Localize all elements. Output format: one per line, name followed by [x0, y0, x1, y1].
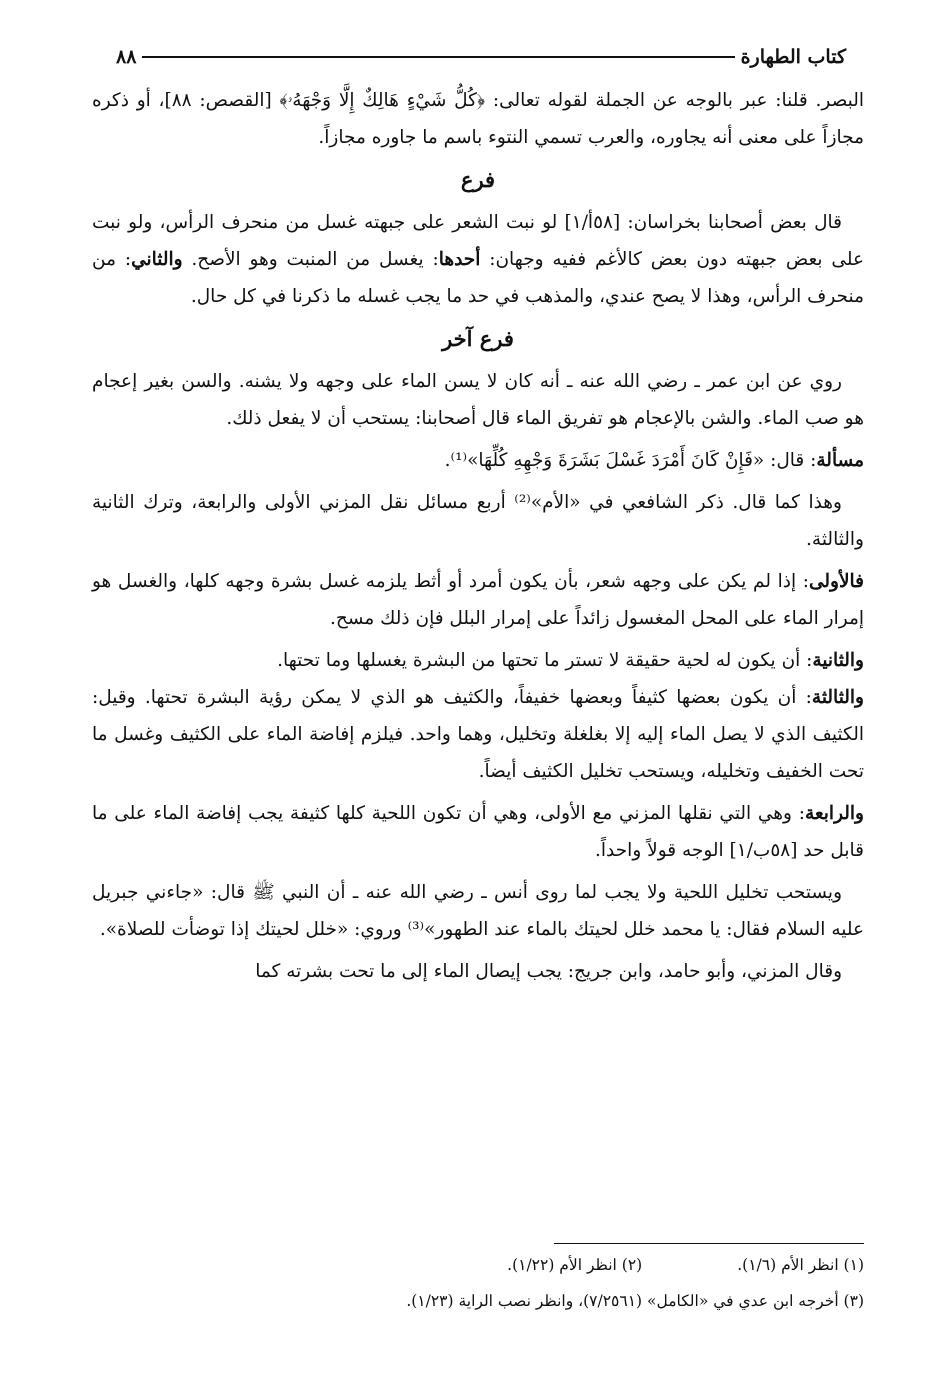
footnote-rule — [554, 1243, 864, 1244]
masala-text: : قال: «فَإِنْ كَانَ أَمْرَدَ غَسْلَ بَشَرَةَ وَجْهِهِ كُلِّهَا»⁽¹⁾. — [444, 450, 817, 471]
page-number: ٨٨ — [116, 46, 137, 68]
paragraph-first-case — [92, 563, 864, 637]
footnote-1: (١) انظر الأم (١/٦). — [737, 1256, 864, 1274]
masala-label: مسألة — [816, 450, 864, 471]
third-case-text: : أن يكون بعضها كثيفاً وبعضها خفيفاً، والكثيف هو الذي لا يمكن رؤية البشرة تحتها. وقيل: الكثيف الذي لا يصل الماء إليه إلا بغلغلة وتخليل، وهما واحد. فيلزم إفاضة الماء على الكثيف وغسل ما تحت الخفيف وتخليله، ويستحب تخليل الكثيف أيضاً. — [92, 687, 864, 782]
paragraph-2 — [92, 204, 864, 315]
p2-bold-second: والثاني — [131, 249, 183, 270]
first-case-text: : إذا لم يكن على وجهه شعر، بأن يكون أمرد أو أثط يلزمه غسل بشرة وجهه كلها، والغسل هو إمرار الماء على المحل المغسول زائداً على إمرار البلل فإن ذلك مسح. — [92, 571, 864, 629]
fourth-case-label: والرابعة — [804, 803, 864, 824]
p2-text-c: : يغسل من المنبت وهو الأصح. — [191, 249, 439, 270]
book-page — [92, 0, 864, 1377]
paragraph-3: روي عن ابن عمر ـ رضي الله عنه ـ أنه كان لا يسن الماء على وجهه ولا يشنه. والسن بغير إعجام هو صب الماء. والشن بالإعجام هو تفريق الماء قال أصحابنا: يستحب أن لا يفعل ذلك. — [92, 371, 864, 429]
p2-text-d: : من منحرف الرأس، وهذا لا يصح عندي، والمذهب في حد ما يجب غسله ما ذكرنا في كل حال. — [92, 249, 864, 307]
chapter-title: كتاب الطهارة — [740, 46, 846, 68]
paragraph-masala — [92, 442, 864, 479]
paragraph-10: ويستحب تخليل اللحية ولا يجب لما روى أنس ـ رضي الله عنه ـ أن النبي ﷺ قال: «جاءني جبريل عليه السلام فقال: يا محمد خلل لحيتك بالماء عند الطهور»⁽³⁾ وروي: «خلل لحيتك إذا توضأت للصلاة». — [92, 882, 864, 940]
paragraph-1: البصر. قلنا: عبر بالوجه عن الجملة لقوله تعالى: ﴿كُلُّ شَيْءٍ هَالِكٌ إِلَّا وَجْهَهُۥ﴾ [القصص: ٨٨]، أو ذكره مجازاً على معنى أنه يجاوره، والعرب تسمي النتوء باسم ما جاوره مجازاً. — [92, 90, 864, 148]
page-body — [92, 82, 864, 990]
section-heading-far: فرع — [460, 167, 496, 192]
section-heading-far-akhar: فرع آخر — [442, 326, 514, 351]
paragraph-5: وهذا كما قال. ذكر الشافعي في «الأم»⁽²⁾ أربع مسائل نقل المزني الأولى والرابعة، وترك الثانية والثالثة. — [92, 492, 864, 550]
paragraph-11: وقال المزني، وأبو حامد، وابن جريج: يجب إيصال الماء إلى ما تحت بشرته كما — [255, 961, 842, 982]
p2-text-a: قال بعض أصحابنا بخراسان: [٥٨أ/١] لو نبت الشعر على جبهته غسل من منحرف الرأس، ولو نبت على بعض جبهته دون بعض كالأغم ففيه وجهان: — [92, 212, 864, 270]
second-case-text: : أن يكون له لحية حقيقة لا تستر ما تحتها من البشرة يغسلها وما تحتها. — [277, 650, 813, 671]
first-case-label: فالأولى — [808, 571, 864, 592]
fourth-case-text: : وهي التي نقلها المزني مع الأولى، وهي أن تكون اللحية كلها كثيفة يجب إفاضة الماء على ما قابل حد [٥٨ب/١] الوجه قولاً واحداً. — [92, 803, 864, 861]
paragraph-fourth-case — [92, 795, 864, 869]
footnote-row — [92, 1250, 864, 1280]
paragraph-third-case — [92, 679, 864, 790]
page-header — [92, 40, 864, 74]
paragraph-second-case — [92, 642, 864, 679]
footnotes — [92, 1243, 864, 1316]
header-rule — [142, 56, 734, 58]
third-case-label: والثالثة — [811, 687, 864, 708]
footnote-2: (٢) انظر الأم (١/٢٢). — [507, 1256, 643, 1274]
p2-bold-first: أحدها — [438, 249, 481, 270]
footnote-3: (٣) أخرجه ابن عدي في «الكامل» (٧/٢٥٦١)، وانظر نصب الراية (١/٢٣). — [406, 1292, 864, 1310]
second-case-label: والثانية — [812, 650, 864, 671]
